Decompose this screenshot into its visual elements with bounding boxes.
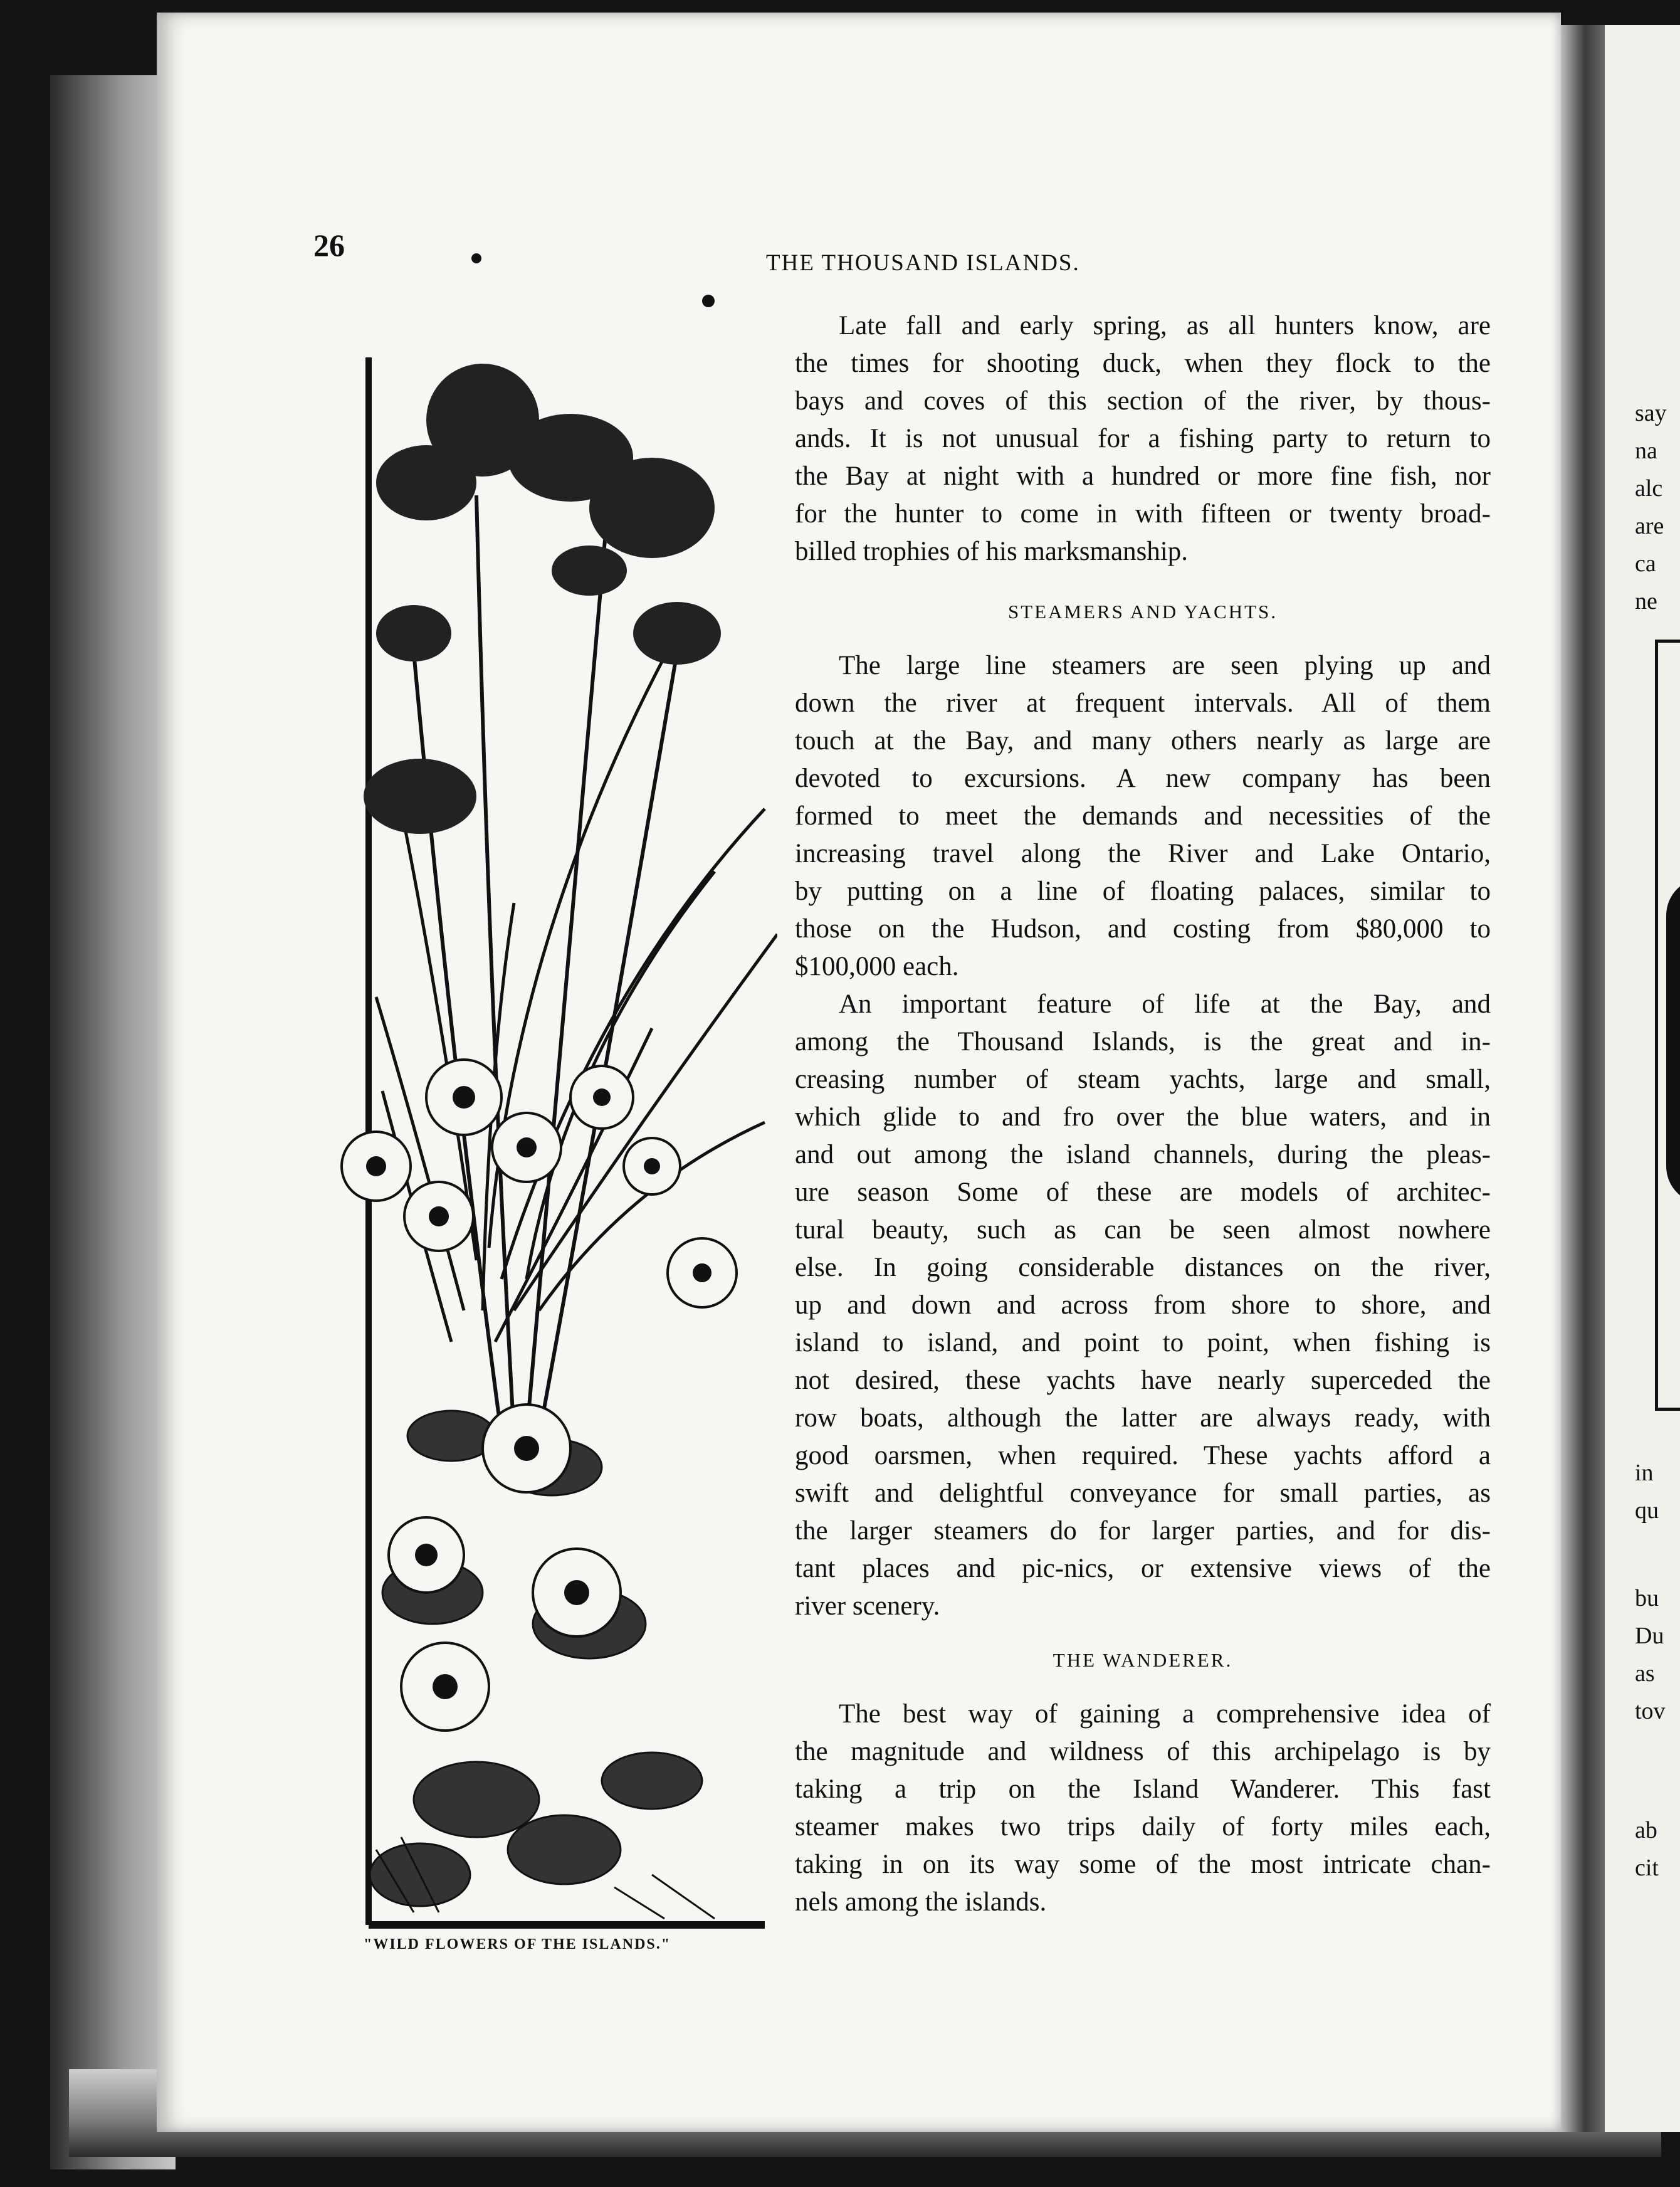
- intro-paragraph-line: the Bay at night with a hundred or more fine fish, nor: [795, 461, 1491, 491]
- steamers-paragraph-2-line: ure season Some of these are models of architec-: [795, 1178, 1491, 1207]
- steamers-paragraph-2: [795, 986, 1491, 1625]
- facing-page-fragment: ab: [1635, 1817, 1657, 1843]
- steamers-paragraph-2-line: among the Thousand Islands, is the great and in-: [795, 1027, 1491, 1057]
- wanderer-paragraph-line: the magnitude and wildness of this archipelago is by: [795, 1737, 1491, 1766]
- intro-paragraph: [795, 307, 1491, 571]
- facing-page-fragment: bu: [1635, 1585, 1659, 1611]
- running-head: THE THOUSAND ISLANDS.: [766, 250, 1080, 276]
- intro-paragraph-line: ands. It is not unusual for a fishing party to return to: [795, 424, 1491, 453]
- steamers-paragraph-2-line: row boats, although the latter are always ready, with: [795, 1403, 1491, 1433]
- steamers-paragraph-2-line: swift and delightful conveyance for small parties, as: [795, 1478, 1491, 1508]
- steamers-paragraph-1-line: The large line steamers are seen plying up and: [839, 651, 1491, 680]
- facing-page-fragment: ne: [1635, 588, 1657, 614]
- steamers-paragraph-2-line: and out among the island channels, during the pleas-: [795, 1140, 1491, 1169]
- steamers-paragraph-2-line: the larger steamers do for larger parties, and for dis-: [795, 1516, 1491, 1546]
- intro-paragraph-line: billed trophies of his marksmanship.: [795, 537, 1189, 566]
- steamers-paragraph-2-line: good oarsmen, when required. These yachts afford a: [795, 1441, 1491, 1470]
- steamers-paragraph-2-line: creasing number of steam yachts, large and small,: [795, 1065, 1491, 1094]
- intro-paragraph-line: bays and coves of this section of the river, by thous-: [795, 386, 1491, 416]
- facing-page-fragment: tov: [1635, 1698, 1666, 1724]
- facing-page-ornament: [1666, 878, 1680, 1204]
- facing-page-fragment: as: [1635, 1660, 1655, 1687]
- facing-page-fragment: na: [1635, 438, 1657, 464]
- page-number: 26: [313, 228, 345, 263]
- intro-paragraph-line: Late fall and early spring, as all hunters know, are: [839, 311, 1491, 340]
- intro-paragraph-line: for the hunter to come in with fifteen or twenty broad-: [795, 499, 1491, 529]
- wanderer-paragraph-line: steamer makes two trips daily of forty miles each,: [795, 1812, 1491, 1842]
- steamers-paragraph-2-line: An important feature of life at the Bay, and: [839, 989, 1491, 1019]
- steamers-paragraph-1-line: $100,000 each.: [795, 952, 959, 981]
- steamers-paragraph-2-line: river scenery.: [795, 1591, 940, 1621]
- steamers-paragraph-2-line: not desired, these yachts have nearly superceded the: [795, 1366, 1491, 1395]
- steamers-paragraph-1-line: formed to meet the demands and necessities of the: [795, 801, 1491, 831]
- wanderer-paragraph: [795, 1695, 1491, 1921]
- wanderer-paragraph-line: nels among the islands.: [795, 1887, 1047, 1917]
- goldenrod-stems: [414, 433, 677, 1436]
- section-heading-wanderer: THE WANDERER.: [1053, 1649, 1233, 1671]
- steamers-paragraph-2-line: which glide to and fro over the blue waters, and in: [795, 1102, 1491, 1132]
- steamers-paragraph-2-line: island to island, and point to point, when fishing is: [795, 1328, 1491, 1357]
- facing-page-fragment: qu: [1635, 1497, 1659, 1524]
- wanderer-paragraph-line: taking in on its way some of the most intricate chan-: [795, 1850, 1491, 1879]
- steamers-paragraph-1-line: those on the Hudson, and costing from $80,000 to: [795, 914, 1491, 944]
- steamers-paragraph-2-line: else. In going considerable distances on the river,: [795, 1253, 1491, 1282]
- steamers-paragraph-2-line: tural beauty, such as can be seen almost nowhere: [795, 1215, 1491, 1245]
- steamers-paragraph-1-line: down the river at frequent intervals. All of them: [795, 688, 1491, 718]
- steamers-paragraph-1-line: touch at the Bay, and many others nearly as large are: [795, 726, 1491, 756]
- page-gutter: [1561, 25, 1605, 2132]
- steamers-paragraph-1-line: increasing travel along the River and Lake Ontario,: [795, 839, 1491, 868]
- facing-page-fragment: alc: [1635, 475, 1663, 502]
- wild-flowers-engraving: [326, 245, 777, 1950]
- steamers-paragraph-1-line: devoted to excursions. A new company has been: [795, 764, 1491, 793]
- facing-page-fragment: cit: [1635, 1855, 1659, 1881]
- wanderer-paragraph-line: taking a trip on the Island Wanderer. This fast: [795, 1774, 1491, 1804]
- text-column: [795, 307, 1491, 1921]
- steamers-paragraph-1: [795, 647, 1491, 986]
- section-heading-steamers: STEAMERS AND YACHTS.: [1007, 601, 1278, 623]
- facing-page-fragment: say: [1635, 400, 1667, 426]
- facing-page-fragment: Du: [1635, 1623, 1664, 1649]
- facing-page-fragment: ca: [1635, 551, 1656, 577]
- facing-page-fragment: are: [1635, 513, 1664, 539]
- steamers-paragraph-2-line: tant places and pic-nics, or extensive views of the: [795, 1554, 1491, 1583]
- steamers-paragraph-1-line: by putting on a line of floating palaces, similar to: [795, 877, 1491, 906]
- facing-page-fragment: in: [1635, 1460, 1654, 1486]
- insects: [471, 253, 715, 307]
- wanderer-paragraph-line: The best way of gaining a comprehensive idea of: [839, 1699, 1491, 1729]
- goldenrod-clusters: [364, 364, 721, 834]
- illustration-caption: "WILD FLOWERS OF THE ISLANDS.": [364, 1936, 671, 1952]
- intro-paragraph-line: the times for shooting duck, when they flock to the: [795, 349, 1491, 378]
- steamers-paragraph-2-line: up and down and across from shore to shore, and: [795, 1290, 1491, 1320]
